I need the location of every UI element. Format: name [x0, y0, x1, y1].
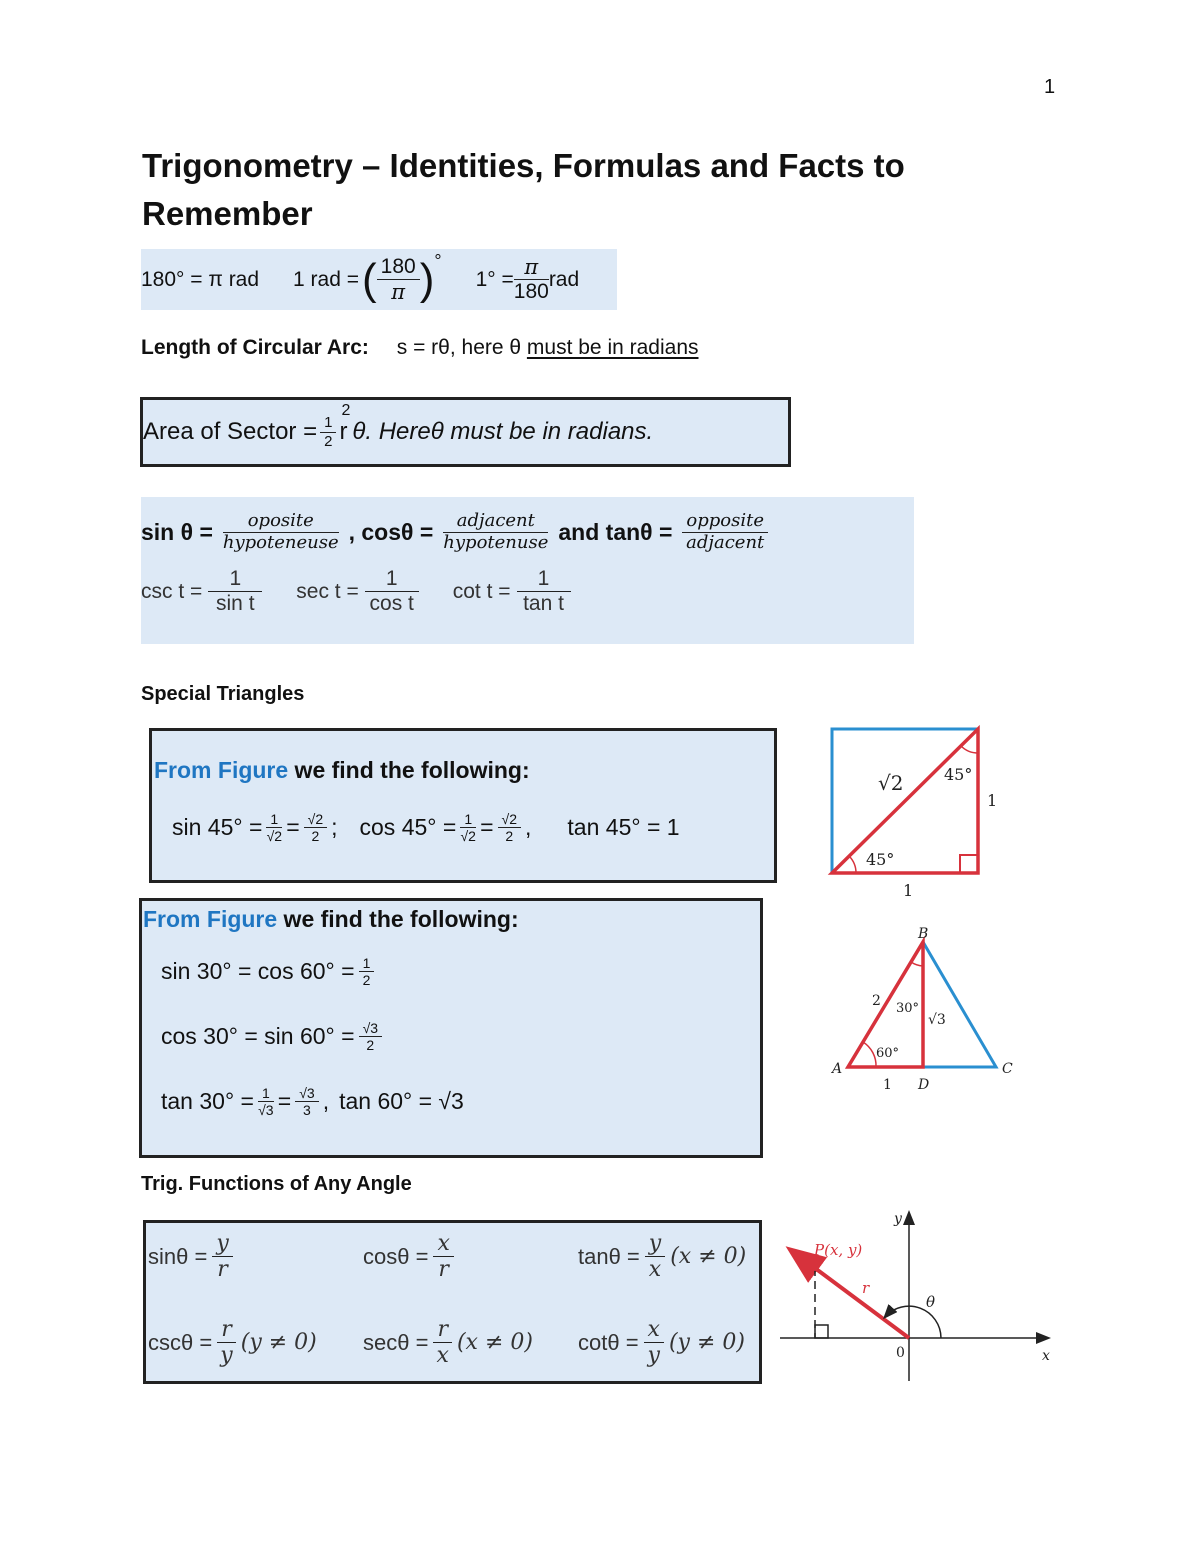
csc-any-frac [217, 1317, 236, 1369]
frac-den: √2 [266, 828, 283, 845]
label-side-1: 1 [883, 1077, 892, 1093]
arc-label: Length of Circular Arc: [141, 336, 369, 359]
sec-any-frac [433, 1317, 452, 1369]
frac-den: hypoteneuse [222, 531, 339, 553]
conversion-deg [476, 255, 580, 304]
conversion-deg-frac [514, 255, 549, 304]
frac-num: 1 [460, 811, 476, 828]
left-paren: ( [362, 254, 377, 304]
tan-lhs: and tanθ = [558, 518, 673, 545]
csc-any-lhs: cscθ = [148, 1329, 213, 1355]
cos45-frac2 [498, 811, 521, 844]
box45-formulas [172, 811, 680, 844]
arc-note: must be in radians [526, 336, 699, 359]
label-y-axis: y [894, 1211, 902, 1227]
comma: , [525, 814, 532, 841]
frac-num: y [645, 1231, 665, 1257]
frac-den: 2 [505, 828, 514, 845]
conversion-rad-frac [377, 255, 420, 304]
cos45-lhs: cos 45° = [359, 814, 457, 841]
label-point: P(x, y) [814, 1241, 863, 1259]
frac-num: r [433, 1317, 452, 1343]
equals: = [286, 814, 300, 841]
equals: = [277, 1088, 292, 1115]
label-angle-60: 60° [876, 1046, 900, 1061]
csc-any-cond: (y ≠ 0) [240, 1330, 317, 1356]
frac-num: √2 [498, 811, 521, 828]
tan30-frac1 [258, 1085, 274, 1118]
frac-den: 2 [362, 972, 371, 989]
label-side-bottom: 1 [903, 881, 914, 900]
sin-lhs: sin θ = [141, 518, 213, 545]
right-paren: ) [419, 254, 435, 304]
frac-num: 180 [377, 255, 420, 280]
conversion-deg-lhs: 1° = [475, 267, 514, 291]
sin45-lhs: sin 45° = [172, 814, 263, 841]
sin-any-lhs: sinθ = [148, 1243, 208, 1269]
label-side-right: 1 [987, 791, 998, 810]
angle-arc-60 [863, 1042, 876, 1067]
conversion-180-text: 180° = π rad [141, 267, 260, 291]
sin-any [148, 1231, 238, 1283]
sin45-frac2 [304, 811, 327, 844]
page-number: 1 [1044, 76, 1056, 98]
box3060-heading-rest: we find the following: [277, 906, 519, 932]
frac-den: hypotenuse [443, 531, 549, 553]
cos30-lhs: cos 30° = sin 60° = [161, 1023, 355, 1050]
label-D: D [918, 1077, 930, 1093]
frac-num: π [514, 255, 549, 280]
comma: , [322, 1088, 330, 1115]
frac-num: 1 [359, 955, 375, 972]
sector-frac [320, 414, 336, 450]
cos-any [363, 1231, 459, 1283]
conversion-180 [141, 268, 259, 292]
cot-any-lhs: cotθ = [578, 1329, 639, 1355]
sin-frac [223, 511, 339, 553]
box45-heading [154, 757, 530, 784]
csc-any [148, 1317, 317, 1369]
label-A: A [832, 1061, 843, 1077]
sector-rest: θ. Hereθ must be in radians. [352, 418, 654, 445]
frac-den: y [220, 1343, 233, 1369]
frac-den: x [648, 1257, 662, 1283]
arc-formula: s = rθ, here θ [396, 336, 527, 359]
frac-den: 3 [303, 1102, 311, 1119]
any-angle-box [143, 1220, 762, 1384]
tan30-frac2 [295, 1085, 318, 1118]
conversion-unit: rad [548, 267, 580, 291]
sector-exp: 2 [341, 402, 351, 419]
right-angle-mark [815, 1325, 828, 1338]
frac-den: sin t [216, 592, 255, 616]
frac-num: 1 [208, 567, 262, 592]
sector-lhs: Area of Sector = [143, 418, 318, 445]
tan-any-cond: (x ≠ 0) [670, 1244, 747, 1270]
frac-num: r [217, 1317, 236, 1343]
tan-any-frac [645, 1231, 665, 1283]
frac-num: 1 [266, 811, 282, 828]
label-hyp: √2 [878, 771, 904, 795]
frac-num: 1 [258, 1085, 274, 1102]
frac-num: √3 [295, 1085, 318, 1102]
frac-num: x [433, 1231, 453, 1257]
sec-any [363, 1317, 533, 1369]
csc-def [141, 567, 262, 616]
frac-den: x [436, 1343, 449, 1369]
label-origin: 0 [896, 1345, 905, 1361]
sin30-lhs: sin 30° = cos 60° = [161, 958, 355, 985]
special-box-30-60 [139, 898, 763, 1158]
sin45-frac1 [266, 811, 282, 844]
conversion-box [141, 249, 617, 310]
sector-r: r [339, 418, 348, 445]
csc-lhs: csc t = [141, 579, 203, 603]
frac-den: 2 [366, 1037, 375, 1054]
ratio-row-reciprocal [141, 567, 605, 616]
label-C: C [1002, 1061, 1013, 1077]
point-p [812, 1265, 818, 1271]
csc-frac [208, 567, 262, 616]
frac-den: tan t [523, 592, 564, 616]
label-side-2: 2 [872, 993, 881, 1009]
label-angle-lower: 45° [866, 850, 895, 869]
conversion-rad [293, 250, 442, 305]
cos-lhs: , cosθ = [348, 518, 434, 545]
frac-num: adjacent [443, 511, 548, 533]
frac-num: 1 [320, 414, 336, 432]
figure-any-angle [776, 1205, 1066, 1385]
tan30-lhs: tan 30° = [161, 1088, 254, 1115]
label-angle-upper: 45° [944, 765, 973, 784]
tan-any-lhs: tanθ = [578, 1243, 640, 1269]
frac-num: √2 [304, 811, 327, 828]
frac-den: 2 [311, 828, 320, 845]
box45-heading-rest: we find the following: [288, 757, 530, 783]
label-x-axis: x [1042, 1348, 1050, 1364]
tan60: tan 60° = √3 [339, 1088, 464, 1115]
frac-num: √3 [359, 1020, 382, 1037]
cot-frac [517, 567, 571, 616]
cot-lhs: cot t = [452, 579, 511, 603]
semicolon: ; [331, 814, 338, 841]
frac-num: 1 [365, 567, 419, 592]
cot-any [578, 1317, 745, 1369]
cos30-frac [359, 1020, 382, 1053]
frac-num: x [644, 1317, 664, 1343]
label-theta: θ [926, 1293, 936, 1311]
figure-45-triangle [826, 724, 1006, 904]
radius-vector [792, 1251, 909, 1338]
tan45: tan 45° = 1 [567, 814, 680, 841]
cos-any-lhs: cosθ = [363, 1243, 429, 1269]
label-root3: √3 [928, 1012, 946, 1028]
frac-den: y [647, 1343, 660, 1369]
frac-den: adjacent [686, 531, 765, 553]
degree-sup: ° [434, 250, 442, 271]
label-B: B [918, 926, 929, 942]
sec-any-cond: (x ≠ 0) [456, 1330, 533, 1356]
arc-length-line [141, 336, 699, 360]
special-box-45 [149, 728, 777, 883]
from-figure-label: From Figure [154, 757, 289, 783]
sec-frac [365, 567, 419, 616]
frac-den: r [217, 1257, 228, 1283]
tan-any [578, 1231, 746, 1283]
cos45-frac1 [460, 811, 476, 844]
ratio-definitions-box [141, 497, 914, 644]
equals: = [480, 814, 494, 841]
frac-den: √3 [258, 1102, 274, 1119]
special-triangles-heading: Special Triangles [141, 683, 305, 705]
line-cos30 [161, 1020, 386, 1053]
sin-any-frac [212, 1231, 232, 1283]
cos-any-frac [433, 1231, 453, 1283]
label-angle-30: 30° [896, 1001, 920, 1016]
frac-den: cos t [369, 592, 414, 616]
sec-any-lhs: secθ = [363, 1329, 429, 1355]
cot-any-cond: (y ≠ 0) [668, 1330, 745, 1356]
frac-den: 180 [513, 280, 549, 303]
cot-any-frac [644, 1317, 664, 1369]
frac-num: oposite [223, 511, 339, 533]
frac-den: π [391, 280, 406, 304]
frac-num: y [212, 1231, 232, 1257]
page-title: Trigonometry – Identities, Formulas and Facts to Remember [142, 147, 905, 232]
ratio-row-primary [141, 511, 778, 553]
sec-lhs: sec t = [296, 579, 359, 603]
sec-def [296, 567, 418, 616]
box3060-heading [143, 906, 519, 933]
frac-den: 2 [324, 432, 333, 450]
cot-def [453, 567, 571, 616]
tan-frac [682, 511, 768, 553]
any-angle-heading: Trig. Functions of Any Angle [141, 1173, 412, 1195]
label-r: r [862, 1279, 870, 1297]
line-sin30 [161, 955, 378, 988]
frac-den: √2 [460, 828, 476, 845]
frac-den: r [438, 1257, 449, 1283]
sector-area-box [140, 397, 791, 467]
cos-frac [443, 511, 548, 553]
frac-num: opposite [682, 511, 768, 533]
angle-arc-30 [911, 962, 923, 966]
from-figure-label: From Figure [143, 906, 278, 932]
line-tan30 [161, 1085, 464, 1118]
conversion-rad-lhs: 1 rad = [293, 267, 360, 291]
sin30-frac [359, 955, 375, 988]
frac-num: 1 [517, 567, 571, 592]
figure-30-60-triangle [826, 920, 1026, 1100]
